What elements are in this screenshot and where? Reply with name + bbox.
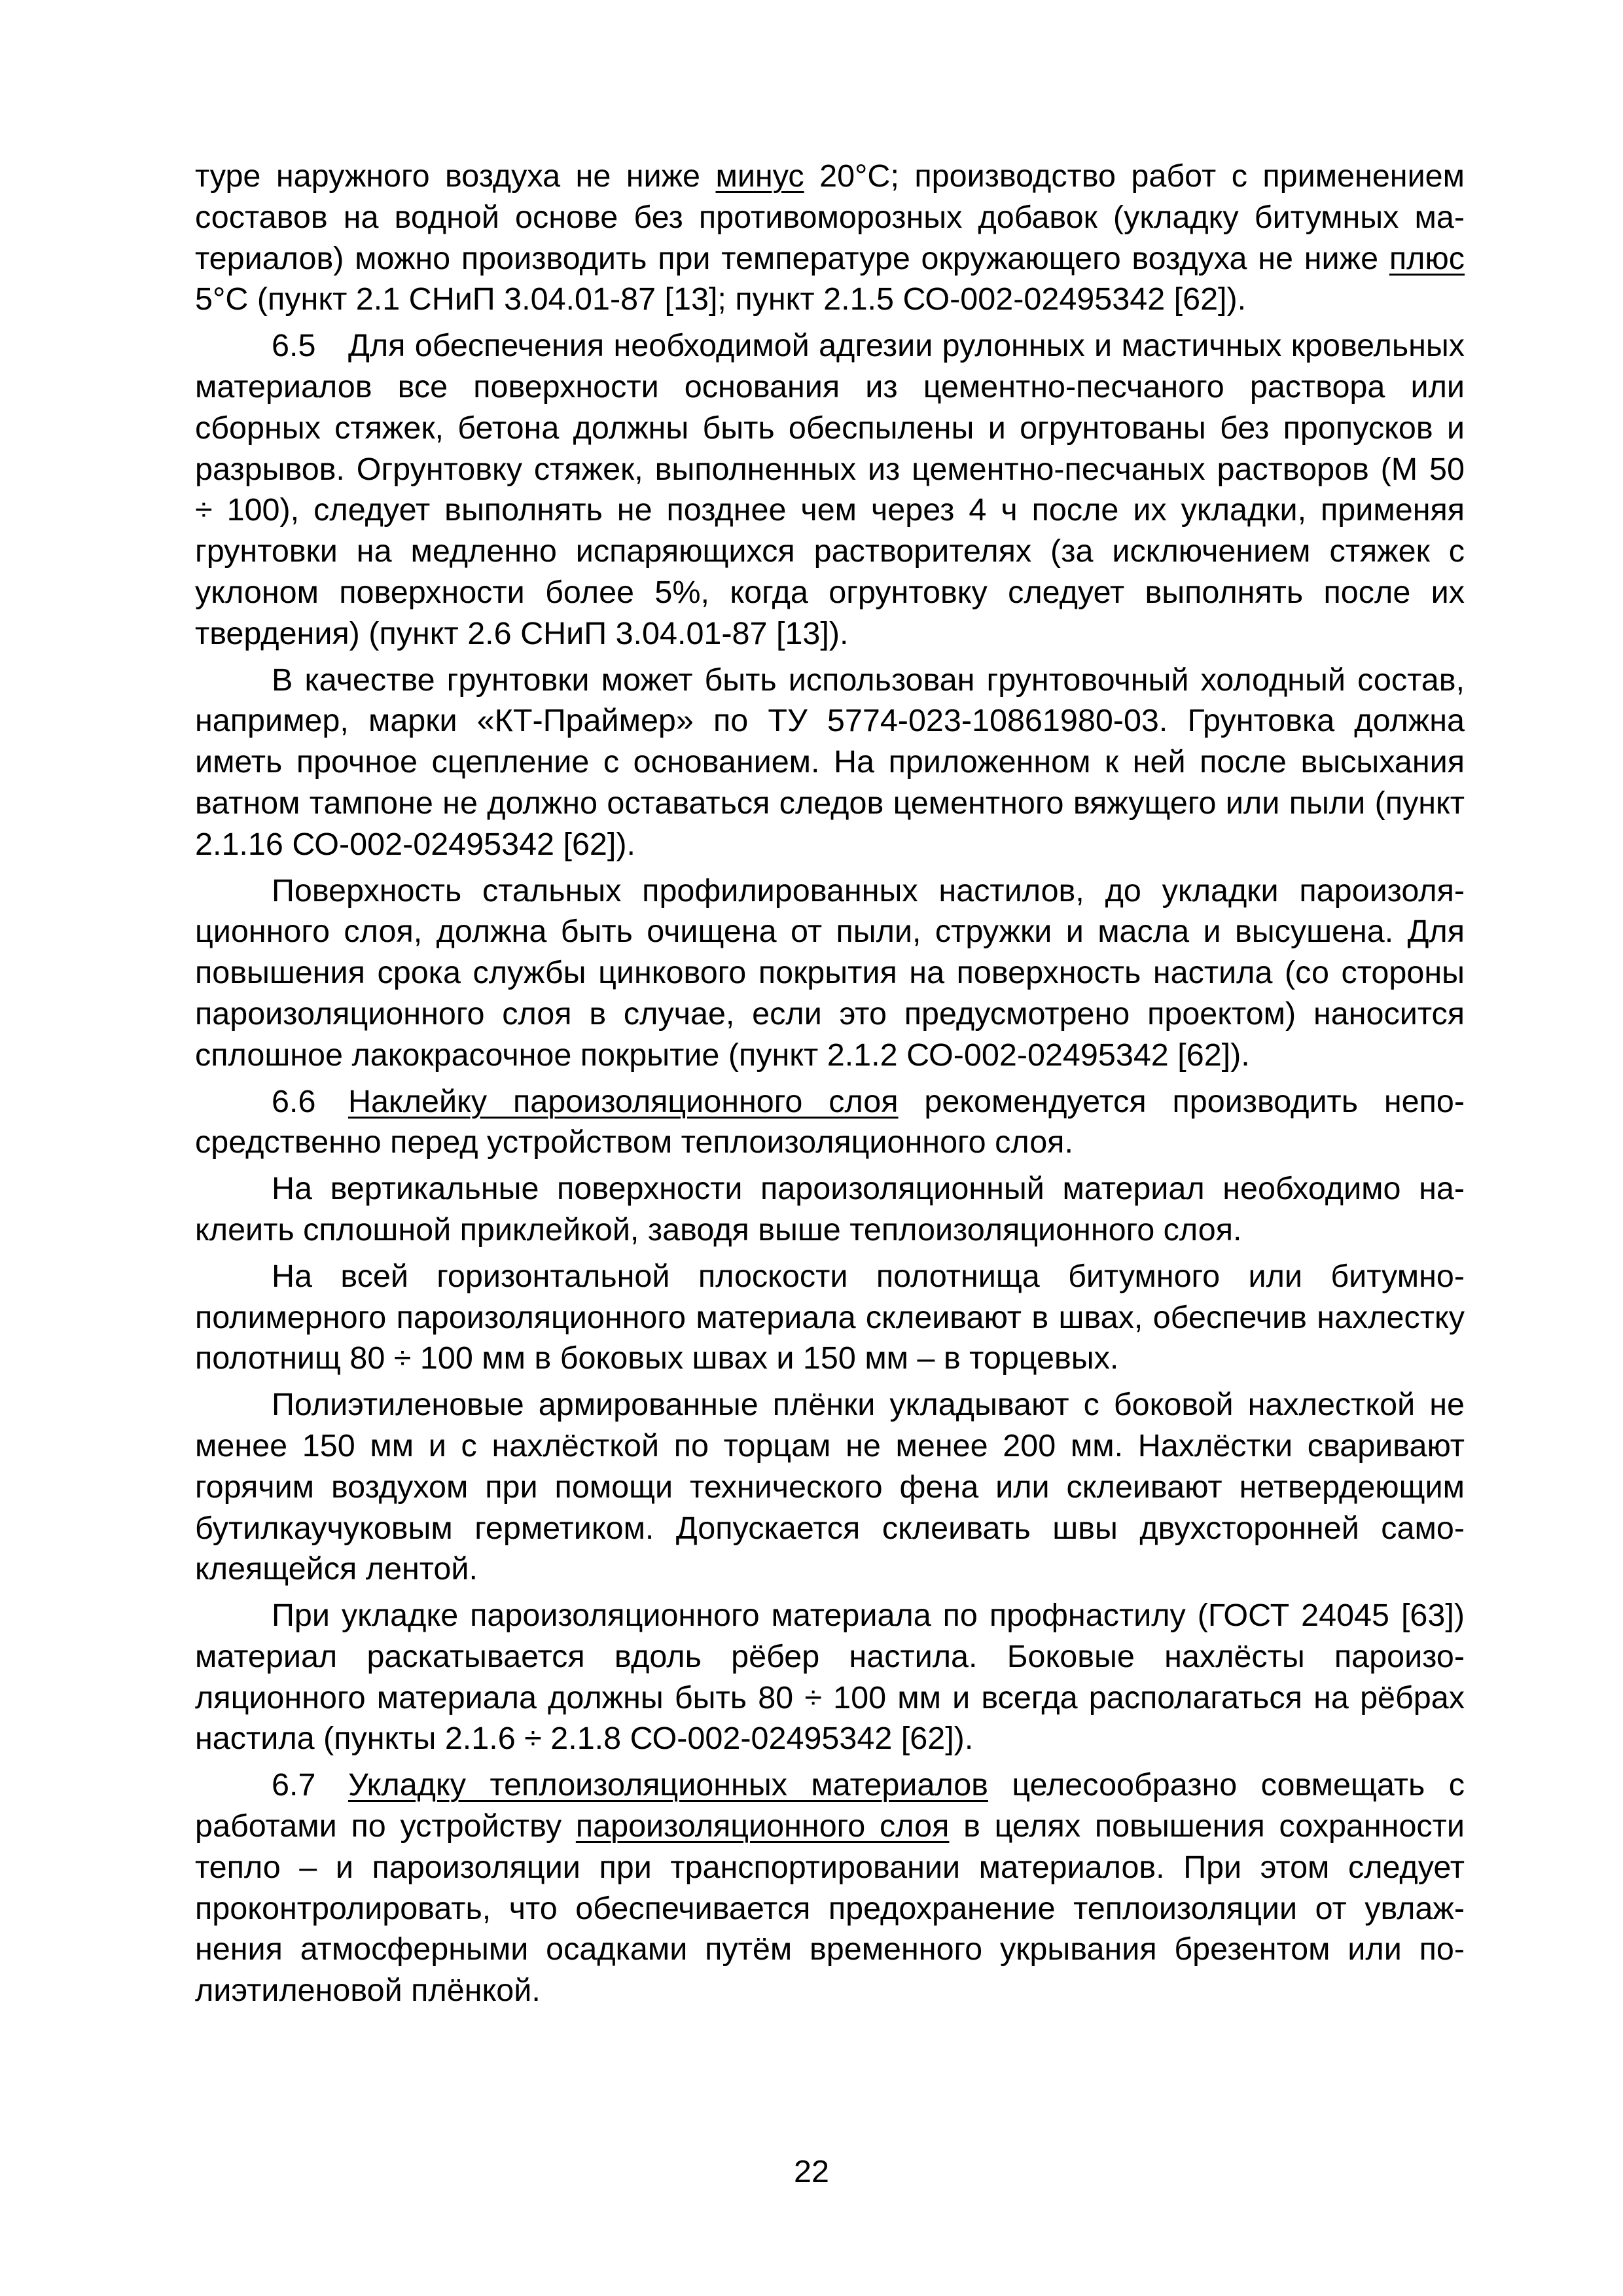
underlined-term: плюс: [1389, 240, 1465, 276]
paragraph: Полиэтиленовые армированные плёнки укладывают с боковой нахлесткой не менее 150 мм и с нахлёсткой по торцам не менее 200 мм. Нахлёстки сваривают горячим воздухом при помощи технического фена или склеивают нетвердеющим бутилкаучуковым герметиком. Допускается склеивать швы двухсторонней самоклеящейся лентой.: [195, 1387, 1465, 1587]
paragraph: Поверхность стальных профилированных настилов, до укладки пароизоляционного слоя, должна быть очищена от пыли, стружки и масла и высушена. Для повышения срока службы цинкового покрытия на поверхность настила (со стороны пароизоляционного слоя в случае, если это предусмотрено проектом) наносится сплошное лакокрасочное покрытие (пункт 2.1.2 СО-002-02495342 [62]).: [195, 872, 1465, 1073]
underlined-term: пароизоляционного слоя: [575, 1808, 950, 1844]
paragraph-6-7: 6.7 Укладку теплоизоляционных материалов целесообразно совмещать с работами по устройству пароизоляционного слоя в целях повышения сохранности тепло – и пароизоляции при транспортировании материалов. При этом следует проконтролировать, что обеспечивается предохранение теплоизоляции от увлажнения атмосферными осадками путём временного укрывания брезентом или полиэтиленовой плёнкой.: [195, 1765, 1465, 2011]
paragraph-6-6: 6.6 Наклейку пароизоляционного слоя рекомендуется производить непосредственно перед устройством теплоизоляционного слоя.: [195, 1081, 1465, 1164]
page-number: 22: [794, 2154, 829, 2189]
section-number: 6.7: [272, 1767, 316, 1803]
underlined-term: минус: [715, 158, 804, 194]
document-body: [195, 156, 1465, 2017]
paragraph: При укладке пароизоляционного материала по профнастилу (ГОСТ 24045 [63]) материал раскатывается вдоль рёбер настила. Боковые нахлёсты пароизоляционного материала должны быть 80 ÷ 100 мм и всегда располагаться на рёбрах настила (пункты 2.1.6 ÷ 2.1.8 СО-002-02495342 [62]).: [195, 1598, 1465, 1757]
paragraph: В качестве грунтовки может быть использован грунтовочный холодный состав, например, марки «КТ-Праймер» по ТУ 5774-023-10861980-03. Грунтовка должна иметь прочное сцепление с основанием. На приложенном к ней после высыхания ватном тампоне не должно оставаться следов цементного вяжущего или пыли (пункт 2.1.16 СО-002-02495342 [62]).: [195, 662, 1465, 862]
paragraph: туре наружного воздуха не ниже минус 20°С; производство работ с применением составов на водной основе без противоморозных добавок (укладку битумных материалов) можно производить при температуре окружающего воздуха не ниже плюс 5°С (пункт 2.1 СНиП 3.04.01-87 [13]; пункт 2.1.5 СО-002-02495342 [62]).: [195, 158, 1465, 317]
paragraph-6-5: 6.5 Для обеспечения необходимой адгезии рулонных и мастичных кровельных материалов все поверхности основания из цементно-песчаного раствора или сборных стяжек, бетона должны быть обеспылены и огрунтованы без пропусков и разрывов. Огрунтовку стяжек, выполненных из цементно-песчаных растворов (М 50 ÷ 100), следует выполнять не позднее чем через 4 ч после их укладки, применяя грунтовки на медленно испаряющихся растворителях (за исключением стяжек с уклоном поверхности более 5%, когда огрунтовку следует выполнять после их твердения) (пункт 2.6 СНиП 3.04.01-87 [13]).: [195, 325, 1465, 654]
underlined-term: Укладку теплоизоляционных материалов: [348, 1767, 988, 1803]
section-number: 6.6: [272, 1083, 316, 1119]
paragraph: На всей горизонтальной плоскости полотнища битумного или битумнополимерного пароизоляционного материала склеивают в швах, обеспечив нахлестку полотнищ 80 ÷ 100 мм в боковых швах и 150 мм – в торцевых.: [195, 1258, 1465, 1376]
paragraph: На вертикальные поверхности пароизоляционный материал необходимо наклеить сплошной приклейкой, заводя выше теплоизоляционного слоя.: [195, 1171, 1465, 1247]
section-number: 6.5: [272, 328, 316, 364]
underlined-term: Наклейку пароизоляционного слоя: [348, 1083, 899, 1119]
